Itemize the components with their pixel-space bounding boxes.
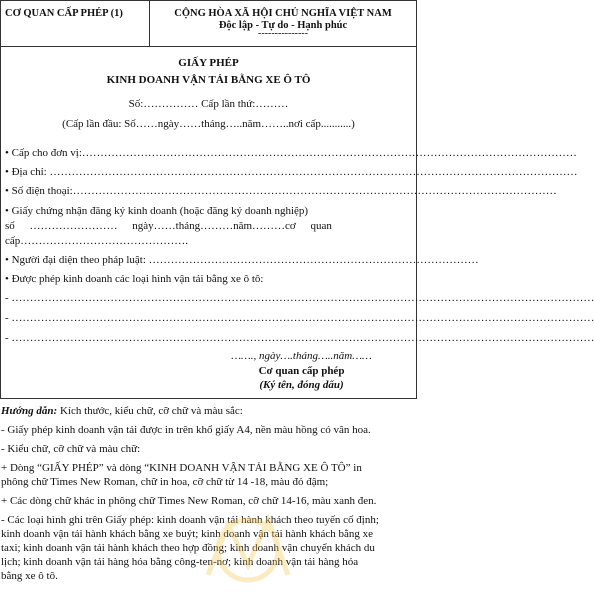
guidance-line: taxi; kinh doanh vận tải hành khách theo hợp đồng; kinh doanh vận chuyển khách du xyxy=(1,542,375,554)
blank-line-1: - …………………………………………………………………………………………………………………………………………… xyxy=(5,292,594,304)
national-motto: Độc lập - Tự do - Hạnh phúc xyxy=(218,20,348,31)
header-national-cell xyxy=(150,1,416,46)
permitted-types-field: • Được phép kinh doanh các loại hình vận tải bằng xe ô tô: xyxy=(5,273,264,285)
guidance-heading: Hướng dẫn: xyxy=(1,405,58,417)
address-field: • Địa chỉ: ……………………………………………………………………………………………………………………………… xyxy=(5,166,578,178)
issued-to-field: • Cấp cho đơn vị:……………………………………………………………………………………………………………………… xyxy=(5,147,577,159)
issuing-agency: CƠ QUAN CẤP PHÉP (1) xyxy=(5,8,123,19)
guidance-heading-line xyxy=(1,404,414,418)
cert-line-2: số …………………… ngày……tháng………năm………cơ quan xyxy=(5,220,332,232)
guidance-line: - Giấy phép kinh doanh vận tải được in trên khổ giấy A4, nền màu hồng có vân hoa. xyxy=(1,424,371,436)
phone-field: • Số điện thoại:…………………………………………………………………………………………………………………… xyxy=(5,185,557,197)
license-subtitle: KINH DOANH VẬN TẢI BẰNG XE Ô TÔ xyxy=(106,74,311,86)
license-title: GIẤY PHÉP xyxy=(178,57,239,69)
blank-line-3: - …………………………………………………………………………………………………………………………………………… xyxy=(5,332,594,344)
motto-rule: --------------- xyxy=(258,28,308,39)
guidance-line: bằng xe ô tô. xyxy=(1,570,58,582)
signature-date: ……., ngày….tháng…..năm…… xyxy=(231,350,372,362)
signature-instruction: (Ký tên, đóng dấu) xyxy=(259,379,344,391)
cert-line-3: cấp………………………………………. xyxy=(5,235,189,247)
blank-line-2: - …………………………………………………………………………………………………………………………………………… xyxy=(5,312,594,324)
first-issue-line: (Cấp lần đầu: Số……ngày……tháng…..năm……..nơi cấp...........) xyxy=(62,118,355,130)
country-name: CỘNG HÒA XÃ HỘI CHỦ NGHĨA VIỆT NAM xyxy=(174,8,392,19)
guidance-line: phông chữ Times New Roman, chữ in hoa, cỡ chữ từ 14 -18, màu đỏ đậm; xyxy=(1,476,329,488)
signing-office: Cơ quan cấp phép xyxy=(258,365,345,377)
guidance-line: - Kiểu chữ, cỡ chữ và màu chữ: xyxy=(1,443,141,455)
document-header xyxy=(0,0,417,47)
guidance-line: lịch; kinh doanh vận tải hàng hóa bằng công-ten-nơ; kinh doanh vận tải hàng hóa xyxy=(1,556,359,568)
guidance-line: + Các dòng chữ khác in phông chữ Times New Roman, cỡ chữ 14-16, màu xanh đen. xyxy=(1,495,377,507)
license-number-line: Số:…………… Cấp lần thứ:……… xyxy=(128,98,289,110)
guidance-line: kinh doanh vận tải hành khách bằng xe buýt; kinh doanh vận tải hành khách bằng xe xyxy=(1,528,374,540)
guidance-line: - Các loại hình ghi trên Giấy phép: kinh doanh vận tải hành khách theo tuyến cố định; xyxy=(1,514,379,526)
cert-line-1: • Giấy chứng nhận đăng ký kinh doanh (hoặc đăng ký doanh nghiệp) xyxy=(5,205,309,217)
header-agency-cell xyxy=(1,1,150,46)
legal-representative-field: • Người đại diện theo pháp luật: ……………………………………………………………………………… xyxy=(5,254,479,266)
license-form xyxy=(0,47,594,399)
business-registration-field xyxy=(5,204,410,249)
signature-block xyxy=(189,350,414,391)
guidance-intro: Kích thước, kiểu chữ, cỡ chữ và màu sắc: xyxy=(57,405,243,417)
guidance-line: + Dòng “GIẤY PHÉP” và dòng “KINH DOANH VẬN TẢI BẰNG XE Ô TÔ” in xyxy=(1,462,362,474)
